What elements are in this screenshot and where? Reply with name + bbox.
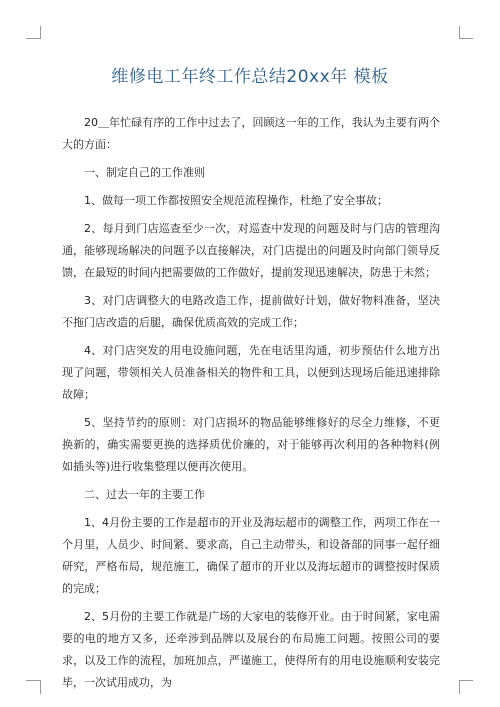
crop-mark-bottom-right-h [459, 680, 473, 681]
paragraph-intro: 20＿年忙碌有序的工作中过去了，回顾这一年的工作，我认为主要有两个大的方面： [62, 116, 440, 151]
paragraph-1-3: 3、对门店调整大的电路改造工作，提前做好计划，做好物料准备，坚决不拖门店改造的后腿，确保优质高效的完成工作； [62, 294, 440, 329]
section-heading-2: 二、过去一年的主要工作 [84, 488, 205, 501]
crop-mark-top-left-v [40, 26, 41, 39]
paragraph-2-2: 2、5月份的主要工作就是广场的大家电的装修开业。由于时间紧，家电需要的电的地方又多，还牵涉到品牌以及展台的布局施工问题。按照公司的要求，以及工作的流程，加班加点，严谨施工，使得所有的用电设施顺利安装完毕，一次试用成功，为 [62, 610, 440, 689]
crop-mark-bottom-left-h [26, 680, 40, 681]
paragraph-1-5: 5、坚持节约的原则：对门店损坏的物品能够维修好的尽全力维修，不更换新的，确实需要更换的选择质优价廉的，对于能够再次利用的各种物料(例如插头等)进行收集整理以便再次使用。 [62, 416, 440, 473]
paragraph-2-1: 1、4月份主要的工作是超市的开业及海坛超市的调整工作，两项工作在一个月里，人员少、时间紧、要求高，自己主动带头，和设备部的同事一起仔细研究，严格布局，规范施工，确保了超市的开业以及海坛超市的调整按时保质的完成； [62, 516, 440, 595]
crop-mark-bottom-left-v [40, 680, 41, 694]
crop-mark-top-right-v [459, 26, 460, 39]
paragraph-1-2: 2、每月到门店巡查至少一次，对巡查中发现的问题及时与门店的管理沟通，能够现场解决的问题予以直接解决，对门店提出的问题及时向部门领导反馈，在最短的时间内把需要做的工作做好，提前发现迅速解决，防患于未然； [62, 222, 440, 279]
crop-mark-bottom-right-v [459, 680, 460, 694]
document-body [62, 112, 440, 700]
section-heading-1: 一、制定自己的工作准则 [84, 166, 205, 179]
paragraph-1-4: 4、对门店突发的用电设施问题，先在电话里沟通，初步预估什么地方出现了问题，带领相关人员准备相关的物件和工具，以便到达现场后能迅速排除故障； [62, 344, 440, 401]
crop-mark-top-left-h [26, 38, 40, 39]
crop-mark-top-right-h [459, 38, 473, 39]
document-title: 维修电工年终工作总结20xx年 模板 [111, 67, 389, 87]
paragraph-1-1: 1、做每一项工作都按照安全规范流程操作，杜绝了安全事故； [84, 194, 388, 207]
